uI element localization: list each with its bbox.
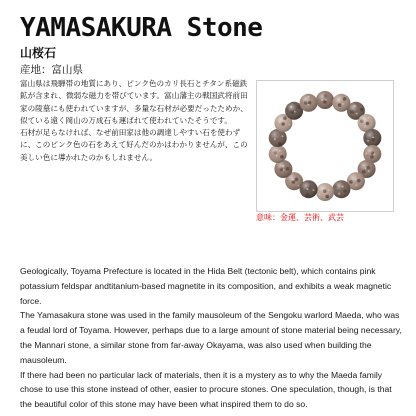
japanese-paragraph: 富山県は飛騨帯の地質にあり、ピンク色のカリ長石とチタン系磁鉄鉱が含まれ、微弱な磁力を帯びています。富山藩主の戦国武将前田家の陵墓にも使われていますが、多量な石材が必要だったためか、似ている遠く岡山の万成石も運ばれて使われていたそうです。 — [20, 79, 248, 125]
bead-highlight — [332, 180, 350, 198]
stone-meaning: 意味：金運、芸術、武芸 — [256, 213, 344, 222]
bead-bracelet-image — [257, 81, 393, 211]
bead-highlight — [316, 183, 334, 201]
stone-name-japanese: 山桜石 — [20, 46, 57, 60]
origin-label: 産地：富山県 — [20, 64, 83, 76]
bead-highlight — [269, 145, 287, 163]
bead-highlight — [363, 129, 381, 147]
english-paragraph: The Yamasakura stone was used in the family mausoleum of the Sengoku warlord Maeda, who was a feudal lord of Toyama. However, perhaps due to a large amount of stone material being necessary, the Mannari stone, a similar stone from far-away Okayama, was also used when building the mausoleum. — [20, 310, 402, 365]
page-title: YAMASAKURA Stone — [20, 13, 263, 43]
english-description — [20, 264, 402, 412]
bead-highlight — [316, 91, 334, 109]
bracelet-photo — [256, 80, 394, 212]
japanese-description — [20, 78, 250, 164]
english-paragraph: Geologically, Toyama Prefecture is located in the Hida Belt (tectonic belt), which contains pink potassium feldspar andtitanium-based magnetite in its composition, and exhibits a weak magnetic force. — [20, 266, 392, 306]
bead-highlight — [300, 94, 318, 112]
japanese-paragraph: 石材が足らなければ、なぜ前田家は他の調達しやすい石を使わずに、このピンク色の石をあえて好んだのかはわかりませんが、この美しい色に導かれたのかもしれません。 — [20, 128, 248, 162]
english-paragraph: If there had been no particular lack of materials, then it is a mystery as to why the Maeda family chose to use this stone instead of other, easier to procure stones. One speculation, though, is that the beautiful color of this stone may have been what inspired them to do so. — [20, 369, 392, 410]
